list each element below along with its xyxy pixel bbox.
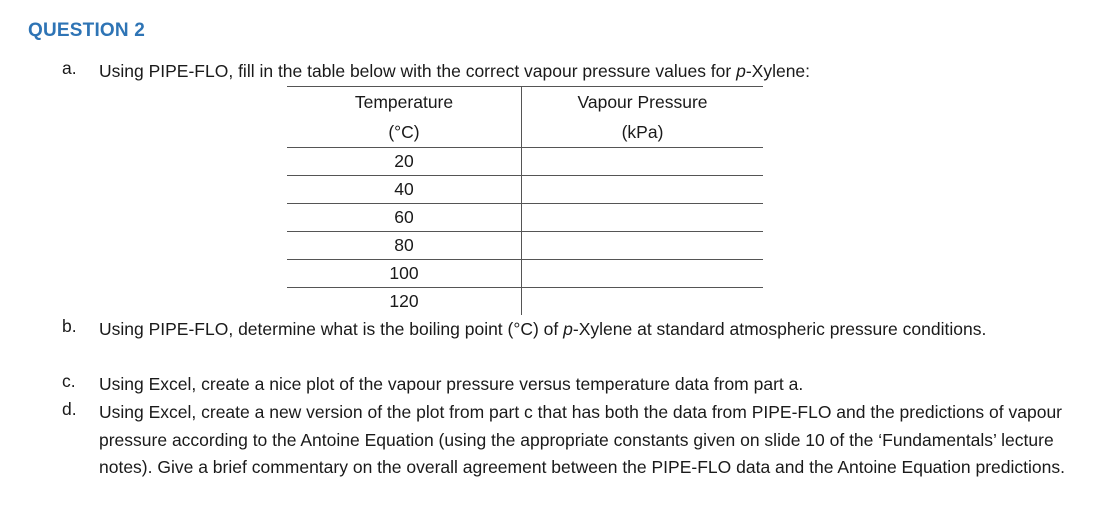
- pressure-cell[interactable]: [522, 232, 764, 260]
- header-temperature: Temperature: [287, 87, 522, 118]
- part-d-marker: d.: [62, 399, 77, 419]
- pressure-cell[interactable]: [522, 148, 764, 176]
- temperature-cell: 120: [389, 291, 419, 311]
- temperature-cell: 80: [287, 232, 522, 260]
- pressure-cell[interactable]: [522, 176, 764, 204]
- part-a-text: Using PIPE-FLO, fill in the table below with the correct vapour pressure values for p-Xylene:: [99, 61, 811, 81]
- question-title: QUESTION 2: [28, 20, 146, 41]
- header-vapour-pressure-unit: (kPa): [522, 117, 764, 148]
- header-temperature-unit: (°C): [287, 117, 522, 148]
- table-row: [287, 260, 763, 288]
- table-row: [287, 232, 763, 260]
- pressure-cell[interactable]: [522, 260, 764, 288]
- table-row: [287, 204, 763, 232]
- pressure-cell[interactable]: [522, 204, 764, 232]
- temperature-cell: 60: [287, 204, 522, 232]
- part-c-text: Using Excel, create a nice plot of the vapour pressure versus temperature data from part a.: [99, 374, 804, 394]
- table-row: [287, 148, 763, 176]
- part-c-marker: c.: [62, 371, 76, 391]
- header-vapour-pressure: Vapour Pressure: [522, 87, 764, 118]
- part-b-marker: b.: [62, 316, 77, 336]
- table-row: [287, 288, 763, 316]
- vapour-pressure-table: [287, 86, 763, 315]
- table-header-row-1: [287, 87, 763, 118]
- table-row: [287, 176, 763, 204]
- temperature-cell: 100: [287, 260, 522, 288]
- part-a-marker: a.: [62, 58, 77, 78]
- table-header-row-2: [287, 117, 763, 148]
- temperature-cell: 20: [287, 148, 522, 176]
- part-b-text: Using PIPE-FLO, determine what is the boiling point (°C) of p-Xylene at standard atmospheric pressure conditions.: [99, 319, 987, 339]
- pressure-cell[interactable]: [522, 288, 764, 316]
- temperature-cell: 40: [287, 176, 522, 204]
- part-d-text: Using Excel, create a new version of the plot from part c that has both the data from PIPE-FLO and the predictions of vapour pressure according to the Antoine Equation (using the appropriate constants given on slide 10 of the ‘Fundamentals’ lecture notes). Give a brief commentary on the overall agreement between the PIPE-FLO data and the Antoine Equation predictions.: [99, 402, 1065, 477]
